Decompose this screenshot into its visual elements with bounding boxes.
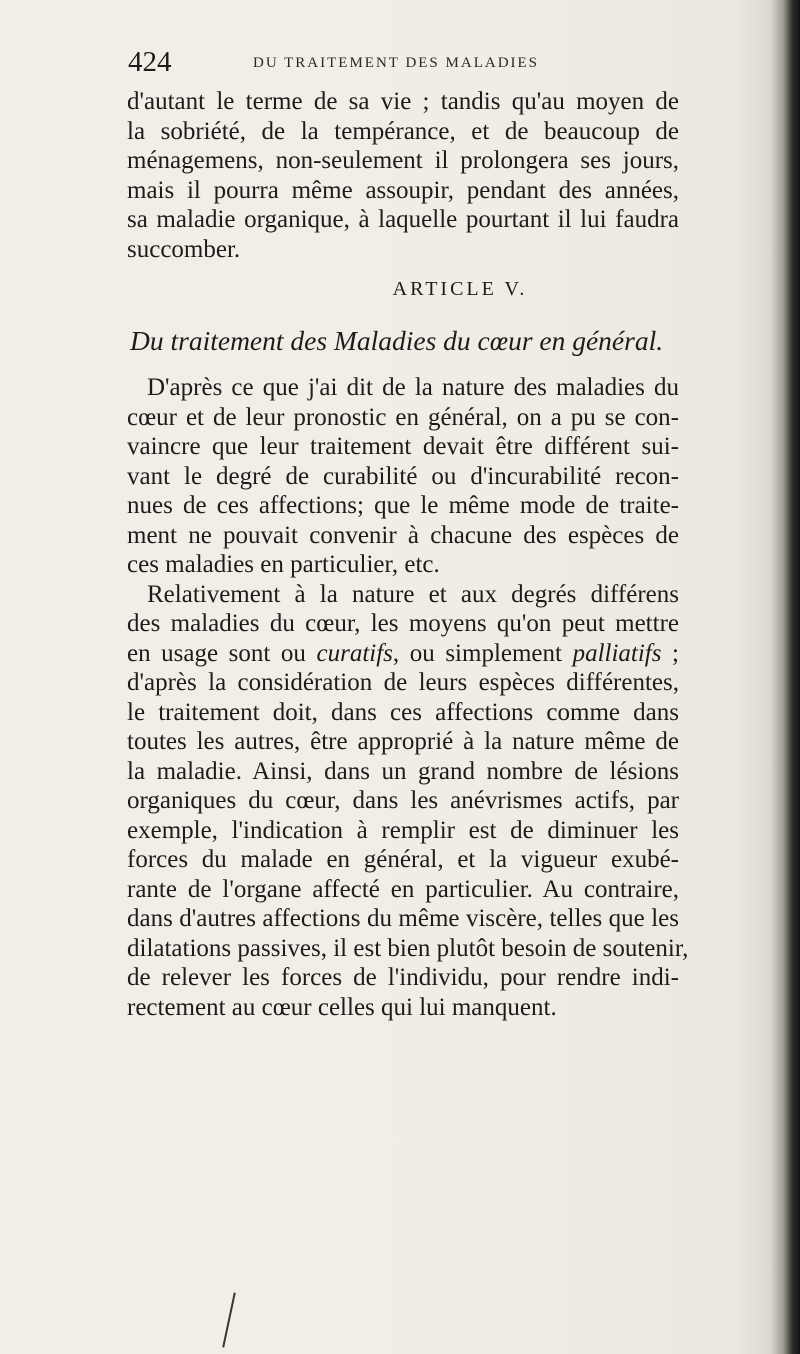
- text-line: ment ne pouvait convenir à chacune des espèces de: [127, 521, 679, 549]
- page-header: [128, 46, 648, 80]
- text-segment: ;: [661, 639, 679, 667]
- article-heading: ARTICLE V.: [392, 278, 528, 300]
- text-line: D'après ce que j'ai dit de la nature des maladies du: [147, 374, 679, 401]
- text-line: exemple, l'indication à remplir est de diminuer les: [127, 816, 679, 844]
- text-line: ménagemens, non-seulement il prolongera ses jours,: [127, 147, 679, 174]
- text-line: le traitement doit, dans ces affections comme dans: [127, 698, 679, 726]
- italic-term-palliatifs: palliatifs: [572, 639, 662, 667]
- text-line: vant le degré de curabilité ou d'incurabilité recon-: [127, 462, 679, 490]
- margin-mark: [222, 1292, 236, 1347]
- text-line: vaincre que leur traitement devait être différent sui-: [127, 433, 679, 460]
- section-title: Du traitement des Maladies du cœur en général.: [130, 325, 664, 356]
- continuation-paragraph: [127, 87, 679, 264]
- text-line: rante de l'organe affecté en particulier. Au contraire,: [127, 875, 679, 903]
- text-line: d'autant le terme de sa vie ; tandis qu'au moyen de: [127, 88, 679, 115]
- text-line: toutes les autres, être approprié à la nature même de: [127, 728, 679, 755]
- text-line: dans d'autres affections du même viscère, telles que les: [127, 905, 679, 932]
- text-line: organiques du cœur, dans les anévrismes actifs, par: [127, 787, 679, 814]
- text-line: mais il pourra même assoupir, pendant des années,: [127, 176, 679, 204]
- text-line: ces maladies en particulier, etc.: [127, 551, 440, 578]
- text-line: forces du malade en général, et la vigueur exubé-: [127, 846, 679, 873]
- article-body: [127, 373, 689, 1022]
- page-number: 424: [128, 46, 172, 78]
- text-line: cœur et de leur pronostic en général, on a pu se con-: [127, 403, 679, 431]
- text-line: la maladie. Ainsi, dans un grand nombre de lésions: [127, 757, 679, 785]
- text-line: la sobriété, de la tempérance, et de beaucoup de: [127, 117, 679, 145]
- text-line: de relever les forces de l'individu, pour rendre indi-: [127, 964, 679, 991]
- page-edge-shadow: [770, 0, 800, 1354]
- running-head: DU TRAITEMENT DES MALADIES: [253, 55, 540, 71]
- text-segment: en usage sont ou: [127, 639, 317, 667]
- text-line: rectement au cœur celles qui lui manquent.: [127, 993, 557, 1021]
- text-segment: , ou simplement: [392, 639, 573, 667]
- text-line: succomber.: [127, 235, 241, 263]
- text-line-with-italics: [127, 639, 679, 669]
- text-line: nues de ces affections; que le même mode de traite-: [127, 492, 679, 519]
- text-line: des maladies du cœur, les moyens qu'on peut mettre: [127, 610, 679, 637]
- text-line: Relativement à la nature et aux degrés différens: [147, 580, 679, 608]
- text-line: dilatations passives, il est bien plutôt besoin de soutenir,: [127, 934, 689, 962]
- italic-term-curatifs: curatifs: [316, 639, 393, 667]
- text-line: d'après la considération de leurs espèces différentes,: [127, 669, 679, 696]
- text-line: sa maladie organique, à laquelle pourtant il lui faudra: [127, 206, 679, 233]
